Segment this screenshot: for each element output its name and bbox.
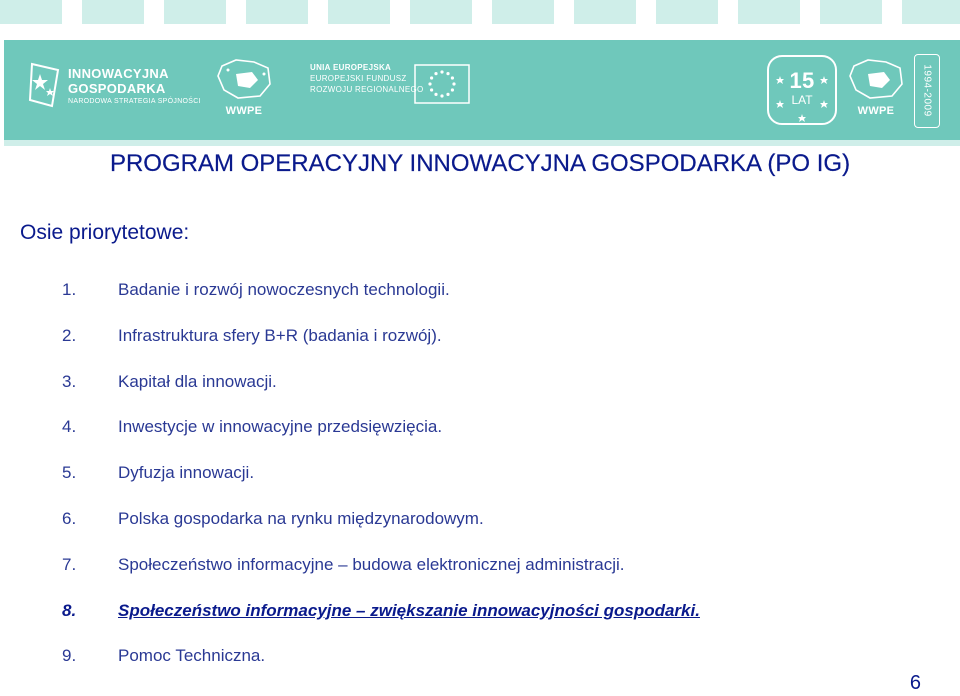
ig-logo-line2: GOSPODARKA — [68, 81, 166, 96]
eu-flag-logo — [414, 64, 470, 109]
eu-logo-line1: UNIA EUROPEJSKA — [310, 63, 392, 72]
logo-banner — [4, 40, 960, 140]
item-number: 5. — [62, 463, 77, 483]
badge-label: LAT — [791, 93, 813, 107]
list-item — [62, 372, 700, 418]
item-text: Kapitał dla innowacji. — [118, 371, 277, 391]
star-flag-icon — [28, 60, 66, 112]
list-item — [62, 646, 700, 692]
item-text: Polska gospodarka na rynku międzynarodowym. — [118, 508, 484, 528]
item-text: Infrastruktura sfery B+R (badania i rozwój). — [118, 325, 442, 345]
top-tab — [820, 0, 882, 24]
badge-number: 15 — [789, 68, 815, 93]
wwpe-logo-label: WWPE — [857, 105, 895, 117]
page-number: 6 — [909, 672, 921, 694]
wwpe-logo — [214, 56, 274, 117]
item-number: 8. — [62, 600, 77, 620]
item-text: Dyfuzja innowacji. — [118, 463, 255, 483]
item-number: 9. — [62, 646, 77, 666]
top-tab — [738, 0, 800, 24]
item-number: 4. — [62, 417, 77, 437]
priority-list — [62, 280, 700, 692]
top-tab — [656, 0, 718, 24]
list-item — [62, 463, 700, 509]
list-item — [62, 417, 700, 463]
top-tab — [328, 0, 390, 24]
list-item-highlighted — [62, 601, 700, 647]
top-tab — [410, 0, 472, 24]
poland-map-icon — [846, 56, 906, 100]
eu-logo-line3: ROZWOJU REGIONALNEGO — [310, 85, 424, 94]
years-vertical-badge — [914, 54, 940, 128]
list-item — [62, 280, 700, 326]
top-tab — [574, 0, 636, 24]
item-text: Badanie i rozwój nowoczesnych technologii. — [118, 280, 450, 299]
top-tab — [0, 0, 62, 24]
item-number: 2. — [62, 325, 77, 345]
ig-logo-text — [68, 66, 201, 108]
page-title: PROGRAM OPERACYJNY INNOWACYJNA GOSPODARKA (PO IG) — [109, 150, 851, 177]
list-item — [62, 555, 700, 601]
innowacyjna-gospodarka-logo — [28, 60, 66, 117]
years-label: 1994-2009 — [921, 64, 933, 117]
priority-axes-heading: Osie priorytetowe: — [20, 221, 190, 244]
ig-logo-line1: INNOWACYJNA — [68, 66, 169, 81]
poland-map-icon — [214, 56, 274, 100]
item-number: 7. — [62, 554, 77, 574]
item-number: 1. — [62, 280, 77, 299]
item-text: Społeczeństwo informacyjne – zwiększanie innowacyjności gospodarki. — [118, 600, 700, 620]
wwpe-logo-label: WWPE — [225, 105, 263, 117]
top-strip — [0, 0, 960, 26]
item-text: Inwestycje w innowacyjne przedsięwzięcia. — [118, 417, 443, 437]
eu-logo-text — [310, 62, 424, 95]
top-tab — [82, 0, 144, 24]
wwpe-logo-secondary — [846, 56, 906, 117]
top-tab — [246, 0, 308, 24]
list-item — [62, 509, 700, 555]
item-number: 6. — [62, 508, 77, 528]
item-number: 3. — [62, 371, 77, 391]
top-tab — [902, 0, 960, 24]
banner-underline — [4, 140, 960, 146]
item-text: Pomoc Techniczna. — [118, 646, 266, 666]
item-text: Społeczeństwo informacyjne – budowa elektronicznej administracji. — [118, 554, 625, 574]
list-item — [62, 326, 700, 372]
eu-fund-logo — [310, 62, 424, 95]
eu-logo-line2: EUROPEJSKI FUNDUSZ — [310, 74, 407, 83]
ig-logo-line3: NARODOWA STRATEGIA SPÓJNOŚCI — [68, 98, 201, 105]
top-tab — [492, 0, 554, 24]
top-tab — [164, 0, 226, 24]
eu-flag-icon — [414, 64, 470, 104]
15-years-badge — [766, 54, 838, 131]
